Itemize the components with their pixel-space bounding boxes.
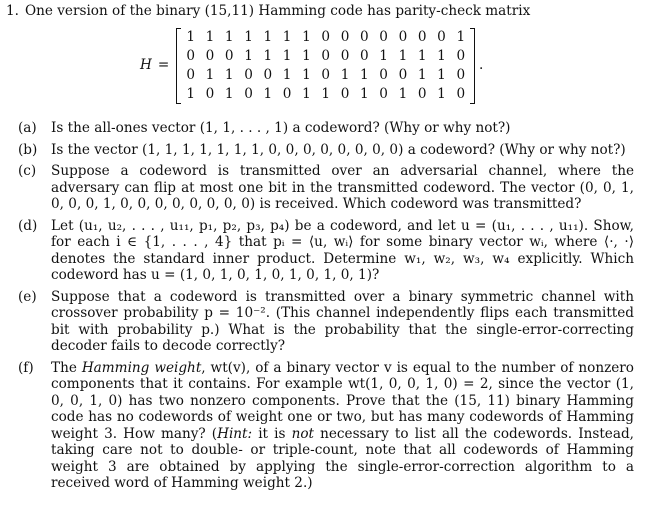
matrix-entry: 1 <box>244 48 253 64</box>
matrix-entry: 0 <box>321 67 331 83</box>
matrix-entry: 1 <box>321 86 331 102</box>
matrix-entry: 1 <box>282 29 292 45</box>
matrix-entry: 0 <box>456 48 466 64</box>
matrix-entry: 0 <box>379 67 388 83</box>
matrix-entry: 1 <box>282 67 292 83</box>
emphasis-not: not <box>291 425 314 442</box>
matrix-entry: 1 <box>263 29 273 45</box>
part-text: Suppose a codeword is transmitted over an adversarial channel, where the adversary can flip at most one bit in the transmitted codeword. The vector (0, 0, 1, 0, 0, 0, 1, 0, 0, 0, 0, 0, 0, 0, 0) is received. Which codeword was transmitted? <box>51 163 634 212</box>
matrix-entry: 0 <box>359 48 369 64</box>
problem-parts <box>18 120 634 497</box>
matrix-entry: 1 <box>302 48 311 64</box>
matrix-row <box>181 66 470 85</box>
matrix-entry: 1 <box>186 86 195 102</box>
matrix-entry: 1 <box>417 48 427 64</box>
matrix-entry: 1 <box>437 67 446 83</box>
matrix-entry: 1 <box>456 29 466 45</box>
matrix-entry: 0 <box>340 29 350 45</box>
matrix-entry: 1 <box>359 86 369 102</box>
part-text: Let (u₁, u₂, . . . , u₁₁, p₁, p₂, p₃, p₄) be a codeword, and let u = (u₁, . . . , u₁₁). Show, for each i ∈ {1, . . . , 4} that pᵢ = ⟨u, wᵢ⟩ for some binary vector wᵢ, where ⟨·, ·⟩ denotes the standard inner product. Determine w₁, w₂, w₃, w₄ explicitly. Which codeword has u = (1, 0, 1, 0, 1, 0, 1, 0, 1, 0, 1)? <box>51 217 634 283</box>
problem-header <box>6 2 530 20</box>
matrix-entry: 0 <box>456 67 466 83</box>
matrix-entry: 1 <box>282 48 292 64</box>
matrix-entry: 1 <box>263 48 273 64</box>
emphasis-hint: Hint: <box>217 425 253 442</box>
matrix-entry: 0 <box>398 29 408 45</box>
matrix-entry: 1 <box>205 67 215 83</box>
matrix-symbol: H <box>140 57 152 73</box>
text-run: necessary to list all the codewords. Instead, taking care not to double- or triple-count, note that all codewords of Hamming weight 3 are obtained by applying the single-error-correction algorithm to a received word of Hamming weight 2.) <box>51 425 634 491</box>
matrix-entry: 1 <box>224 29 234 45</box>
matrix-entry: 1 <box>302 86 311 102</box>
matrix-entry: 0 <box>244 86 253 102</box>
matrix-entry: 1 <box>244 29 253 45</box>
matrix-entry: 1 <box>302 67 311 83</box>
matrix-entry: 1 <box>437 48 446 64</box>
problem-intro: One version of the binary (15,11) Hamming code has parity-check matrix <box>24 3 531 19</box>
matrix-entry: 0 <box>282 86 292 102</box>
matrix-entry: 0 <box>340 48 350 64</box>
matrix-entry: 1 <box>205 29 215 45</box>
matrix-entry: 1 <box>437 86 446 102</box>
matrix-entry: 0 <box>205 86 215 102</box>
part-a <box>18 120 634 137</box>
part-b <box>18 142 634 159</box>
matrix-period: . <box>479 57 484 73</box>
part-label: (a) <box>18 120 37 136</box>
matrix-entry: 0 <box>359 29 369 45</box>
matrix-entry: 1 <box>398 48 408 64</box>
matrix-equals: = <box>157 57 170 73</box>
matrix-entry: 1 <box>263 86 273 102</box>
part-text: Suppose that a codeword is transmitted over a binary symmetric channel with crossover probability p = 10⁻². (This channel independently flips each transmitted bit with probability p.) What is the probability that the single-error-correcting decoder fails to decode correctly? <box>51 288 634 354</box>
matrix-entry: 0 <box>263 67 273 83</box>
part-label: (e) <box>18 288 37 305</box>
matrix-entry: 0 <box>340 86 350 102</box>
text-run: , wt(v), of a binary vector v is equal to the number of nonzero components that it contains. For example wt(1, 0, 0, 1, 0) = 2, since the vector (1, 0, 0, 1, 0) has two nonzero components. Prove that the (15, 11) binary Hamming code has no codewords of weight one or two, but has many codewords of Hamming weight 3. How many? ( <box>51 359 634 442</box>
part-label: (f) <box>18 359 34 376</box>
matrix-entry: 0 <box>186 67 195 83</box>
matrix-entry: 0 <box>379 86 388 102</box>
matrix-entry: 0 <box>456 86 466 102</box>
parity-check-matrix <box>176 28 475 104</box>
text-run: The <box>51 359 82 376</box>
emphasis-term: Hamming weight <box>81 359 202 376</box>
matrix-entry: 1 <box>186 29 195 45</box>
matrix-entry: 0 <box>417 29 427 45</box>
matrix-entry: 1 <box>398 86 408 102</box>
matrix-entry: 0 <box>205 48 215 64</box>
part-d <box>18 218 634 284</box>
matrix-entry: 1 <box>224 86 234 102</box>
matrix-entry: 0 <box>321 29 331 45</box>
matrix-entry: 1 <box>359 67 369 83</box>
matrix-entry: 0 <box>379 29 388 45</box>
part-label: (d) <box>18 217 38 234</box>
matrix-entry: 0 <box>321 48 331 64</box>
matrix-label <box>140 57 169 73</box>
matrix-entry: 0 <box>224 48 234 64</box>
part-text <box>51 360 634 492</box>
matrix-row <box>181 28 470 47</box>
part-f <box>18 360 634 492</box>
problem-number: 1. <box>6 3 19 19</box>
matrix-row <box>181 47 470 66</box>
matrix-entry: 0 <box>437 29 446 45</box>
part-text: Is the all-ones vector (1, 1, . . . , 1) a codeword? (Why or why not?) <box>51 120 511 136</box>
part-text: Is the vector (1, 1, 1, 1, 1, 1, 1, 0, 0, 0, 0, 0, 0, 0, 0) a codeword? (Why or why not?) <box>51 141 626 158</box>
matrix-entry: 1 <box>379 48 388 64</box>
matrix-row <box>181 85 470 104</box>
matrix-entry: 0 <box>186 48 195 64</box>
part-label: (c) <box>18 163 37 179</box>
matrix-entry: 0 <box>398 67 408 83</box>
text-run: it is <box>252 425 292 442</box>
part-label: (b) <box>18 141 38 158</box>
part-e <box>18 289 634 355</box>
matrix-entry: 1 <box>224 67 234 83</box>
matrix-entry: 1 <box>417 67 427 83</box>
matrix-entry: 1 <box>340 67 350 83</box>
matrix-entry: 1 <box>302 29 311 45</box>
part-c <box>18 163 634 213</box>
matrix-entry: 0 <box>417 86 427 102</box>
matrix-entry: 0 <box>244 67 253 83</box>
